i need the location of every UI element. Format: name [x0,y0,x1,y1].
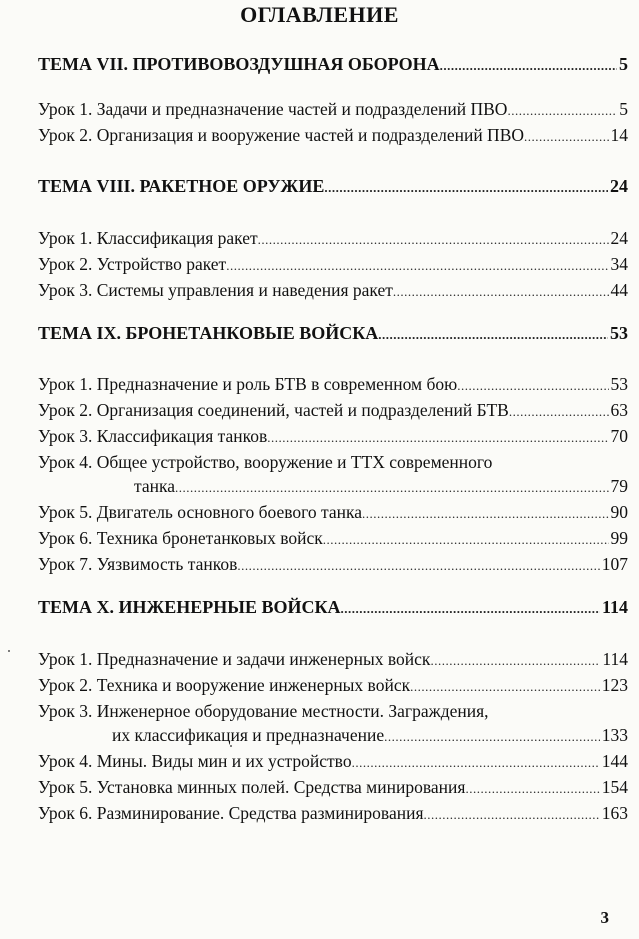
dot-leader [226,254,608,278]
dot-leader [237,554,599,578]
lesson-page: 53 [610,374,628,394]
toc-topic-7 [38,52,628,78]
toc-lesson[interactable] [38,647,628,673]
topic-page: 114 [601,597,628,617]
toc-lesson[interactable] [38,474,628,500]
lesson-label: Урок 4. Мины. Виды мин и их устройство [38,751,352,771]
toc-topic-heading[interactable] [38,52,628,78]
topic-label: ТЕМА IX. БРОНЕТАНКОВЫЕ ВОЙСКА [38,323,379,343]
dot-leader [424,803,600,827]
toc-lesson[interactable] [38,123,628,149]
dot-leader [393,280,609,304]
page-number: 3 [600,908,609,927]
toc-lesson[interactable] [38,278,628,304]
page-title: ОГЛАВЛЕНИЕ [240,2,399,27]
topic-page: 53 [610,323,628,343]
lesson-label: Урок 1. Классификация ракет [38,228,258,248]
dot-leader [378,323,608,347]
lesson-label-line1[interactable]: Урок 4. Общее устройство, вооружение и ТТХ современного [38,452,493,472]
dot-leader [324,176,608,200]
dot-leader [323,528,609,552]
lesson-label: Урок 3. Системы управления и наведения ракет [38,280,393,300]
lesson-page: 114 [602,649,628,669]
dot-leader [509,400,609,424]
toc-lessons-9 [38,372,628,578]
toc-lesson[interactable] [38,97,628,123]
toc-lesson[interactable] [38,552,628,578]
toc-lesson[interactable] [38,801,628,827]
dot-leader [507,99,617,123]
dot-leader [341,597,600,621]
dot-leader [457,374,608,398]
lesson-page: 63 [610,400,628,420]
lesson-page: 144 [601,751,628,771]
lesson-label-line2: танка [134,476,175,496]
topic-label: ТЕМА X. ИНЖЕНЕРНЫЕ ВОЙСКА [38,597,341,617]
lesson-label: Урок 2. Устройство ракет [38,254,227,274]
lesson-label: Урок 2. Техника и вооружение инженерных войск [38,675,411,695]
scan-speck [230,745,232,747]
lesson-page: 79 [610,476,628,496]
lesson-page: 14 [610,125,628,145]
topic-page: 24 [610,176,628,196]
toc-topic-heading[interactable] [38,174,628,200]
toc-lesson[interactable] [38,526,628,552]
lesson-page: 5 [619,99,628,119]
lesson-label: Урок 6. Разминирование. Средства разминирования [38,803,424,823]
lesson-page: 154 [601,777,628,797]
dot-leader [465,777,599,801]
lesson-label: Урок 5. Двигатель основного боевого танка [38,502,362,522]
topic-label: ТЕМА VII. ПРОТИВОВОЗДУШНАЯ ОБОРОНА [38,54,440,74]
lesson-page: 123 [601,675,628,695]
dot-leader [440,54,617,78]
toc-lessons-8 [38,226,628,304]
toc-lesson[interactable] [38,775,628,801]
lesson-label: Урок 2. Организация соединений, частей и подразделений БТВ [38,400,509,420]
dot-leader [362,502,609,526]
toc-lesson[interactable] [38,723,628,749]
lesson-label: Урок 7. Уязвимость танков [38,554,238,574]
lesson-page: 133 [601,725,628,745]
dot-leader [175,476,609,500]
lesson-label: Урок 6. Техника бронетанковых войск [38,528,323,548]
lesson-page: 107 [601,554,628,574]
lesson-page: 99 [610,528,628,548]
dot-leader [352,751,600,775]
toc-lesson[interactable] [38,252,628,278]
toc-topic-8 [38,174,628,200]
toc-topic-heading[interactable] [38,321,628,347]
lesson-label: Урок 1. Предназначение и роль БТВ в современном бою [38,374,458,394]
toc-lessons-10 [38,647,628,827]
dot-leader [384,725,600,749]
dot-leader [267,426,608,450]
toc-lesson[interactable] [38,424,628,450]
toc-lessons-7 [38,97,628,149]
topic-label: ТЕМА VIII. РАКЕТНОЕ ОРУЖИЕ [38,176,325,196]
lesson-page: 90 [610,502,628,522]
toc-lesson[interactable] [38,500,628,526]
toc-lesson[interactable] [38,226,628,252]
dot-leader [524,125,608,149]
lesson-label-line1[interactable]: Урок 3. Инженерное оборудование местности. Заграждения, [38,701,489,721]
toc-lesson[interactable] [38,398,628,424]
lesson-page: 70 [610,426,628,446]
lesson-label: Урок 1. Предназначение и задачи инженерных войск [38,649,431,669]
toc-topic-heading[interactable] [38,595,628,621]
lesson-page: 24 [610,228,628,248]
toc-topic-9 [38,321,628,347]
scan-speck [8,650,10,652]
toc-lesson[interactable] [38,372,628,398]
toc-lesson[interactable] [38,673,628,699]
lesson-label-line2: их классификация и предназначение [112,725,385,745]
dot-leader [258,228,609,252]
lesson-label: Урок 2. Организация и вооружение частей и подразделений ПВО [38,125,525,145]
lesson-page: 163 [601,803,628,823]
dot-leader [430,649,600,673]
topic-page: 5 [619,54,628,74]
lesson-page: 44 [610,280,628,300]
lesson-label: Урок 3. Классификация танков [38,426,268,446]
toc-topic-10 [38,595,628,621]
dot-leader [410,675,600,699]
lesson-label: Урок 5. Установка минных полей. Средства минирования [38,777,466,797]
lesson-page: 34 [610,254,628,274]
lesson-label: Урок 1. Задачи и предназначение частей и подразделений ПВО [38,99,508,119]
toc-lesson[interactable] [38,749,628,775]
